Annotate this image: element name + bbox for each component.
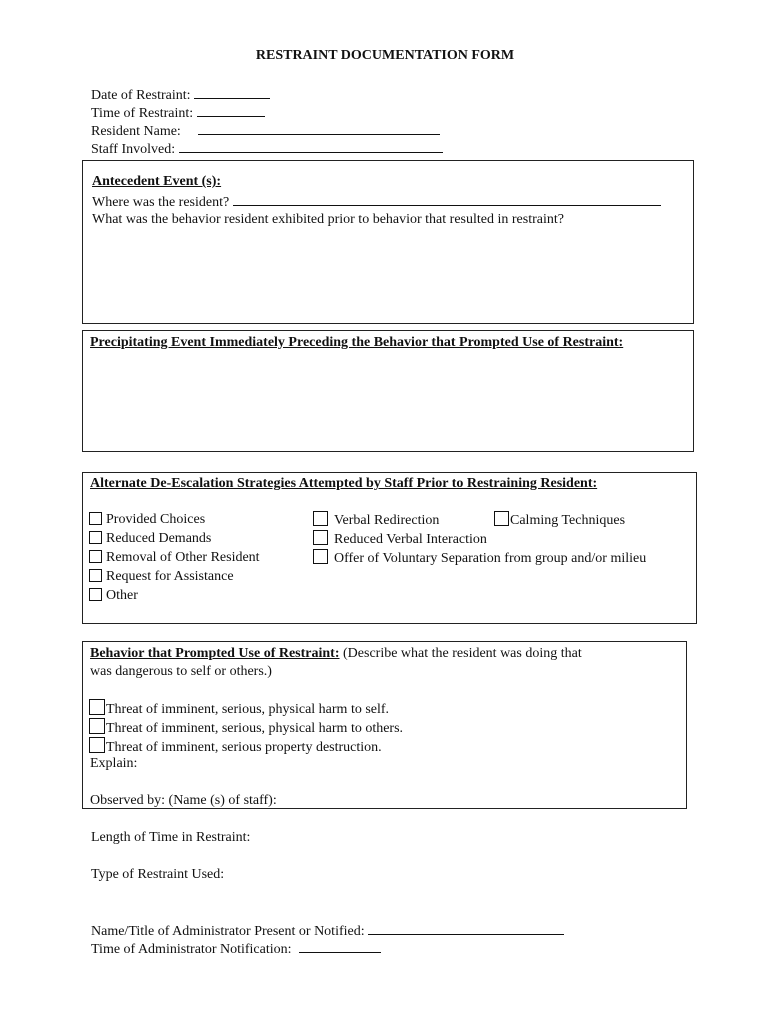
checkbox-item[interactable] xyxy=(89,530,211,548)
checkbox-square-icon[interactable] xyxy=(313,511,328,526)
antecedent-heading: Antecedent Event (s): xyxy=(92,174,222,189)
type-label: Type of Restraint Used: xyxy=(91,867,225,882)
checkbox-label: Request for Assistance xyxy=(106,569,234,584)
checkbox-label: Removal of Other Resident xyxy=(106,550,260,565)
checkbox-item[interactable] xyxy=(89,737,382,757)
antecedent-response-area[interactable] xyxy=(90,232,686,318)
behavior-heading: Behavior that Prompted Use of Restraint: xyxy=(90,646,340,661)
checkbox-label: Verbal Redirection xyxy=(334,513,440,528)
admin-time-field xyxy=(91,938,381,959)
checkbox-label: Calming Techniques xyxy=(510,513,626,528)
checkbox-square-icon[interactable] xyxy=(89,699,105,715)
checkbox-square-icon[interactable] xyxy=(89,550,102,563)
behavior-description: (Describe what the resident was doing that xyxy=(343,646,582,661)
checkbox-square-icon[interactable] xyxy=(89,718,105,734)
where-label: Where was the resident? xyxy=(92,195,230,210)
observed-by-label: Observed by: (Name (s) of staff): xyxy=(90,793,277,808)
checkbox-label: Threat of imminent, serious, physical harm to self. xyxy=(106,702,390,717)
explain-label: Explain: xyxy=(90,756,138,771)
admin-label: Name/Title of Administrator Present or Notified: xyxy=(91,924,365,939)
where-input-line[interactable] xyxy=(233,191,661,206)
admin-time-label: Time of Administrator Notification: xyxy=(91,942,292,957)
time-input-line[interactable] xyxy=(197,102,265,117)
staff-field xyxy=(91,138,443,159)
checkbox-item[interactable] xyxy=(313,511,439,530)
resident-input-line[interactable] xyxy=(198,120,440,135)
checkbox-square-icon[interactable] xyxy=(89,588,102,601)
length-label: Length of Time in Restraint: xyxy=(91,830,251,845)
precipitating-response-area[interactable] xyxy=(90,356,686,446)
behavior-description-2: was dangerous to self or others.) xyxy=(90,664,272,679)
staff-input-line[interactable] xyxy=(179,138,443,153)
behavior-heading-line xyxy=(90,645,582,663)
checkbox-item[interactable] xyxy=(89,718,403,738)
checkbox-item[interactable] xyxy=(89,568,234,586)
checkbox-square-icon[interactable] xyxy=(89,531,102,544)
checkbox-item[interactable] xyxy=(89,587,138,605)
checkbox-label: Threat of imminent, serious, physical harm to others. xyxy=(106,721,404,736)
date-label: Date of Restraint: xyxy=(91,88,191,103)
where-field xyxy=(92,191,661,212)
checkbox-item[interactable] xyxy=(89,511,205,529)
form-title: RESTRAINT DOCUMENTATION FORM xyxy=(255,48,515,63)
staff-label: Staff Involved: xyxy=(91,142,176,157)
checkbox-label: Provided Choices xyxy=(106,512,206,527)
checkbox-label: Reduced Verbal Interaction xyxy=(334,532,487,547)
checkbox-label: Other xyxy=(106,588,138,603)
checkbox-item[interactable] xyxy=(313,549,646,568)
time-label: Time of Restraint: xyxy=(91,106,194,121)
checkbox-square-icon[interactable] xyxy=(89,569,102,582)
checkbox-item[interactable] xyxy=(313,530,487,549)
checkbox-square-icon[interactable] xyxy=(89,737,105,753)
checkbox-square-icon[interactable] xyxy=(89,512,102,525)
checkbox-item[interactable] xyxy=(89,549,260,567)
date-input-line[interactable] xyxy=(194,84,270,99)
checkbox-item[interactable] xyxy=(89,699,389,719)
checkbox-square-icon[interactable] xyxy=(313,530,328,545)
precipitating-heading: Precipitating Event Immediately Preceding the Behavior that Prompted Use of Restraint: xyxy=(90,335,624,350)
checkbox-item[interactable] xyxy=(494,511,625,530)
checkbox-square-icon[interactable] xyxy=(313,549,328,564)
admin-time-input-line[interactable] xyxy=(299,938,381,953)
resident-label: Resident Name: xyxy=(91,124,181,139)
antecedent-question: What was the behavior resident exhibited prior to behavior that resulted in restraint? xyxy=(92,212,564,227)
checkbox-label: Threat of imminent, serious property destruction. xyxy=(106,740,382,755)
checkbox-label: Reduced Demands xyxy=(106,531,212,546)
checkbox-label: Offer of Voluntary Separation from group and/or milieu xyxy=(334,551,647,566)
checkbox-square-icon[interactable] xyxy=(494,511,509,526)
admin-input-line[interactable] xyxy=(368,920,564,935)
deescalation-heading: Alternate De-Escalation Strategies Attempted by Staff Prior to Restraining Resident: xyxy=(90,476,598,491)
